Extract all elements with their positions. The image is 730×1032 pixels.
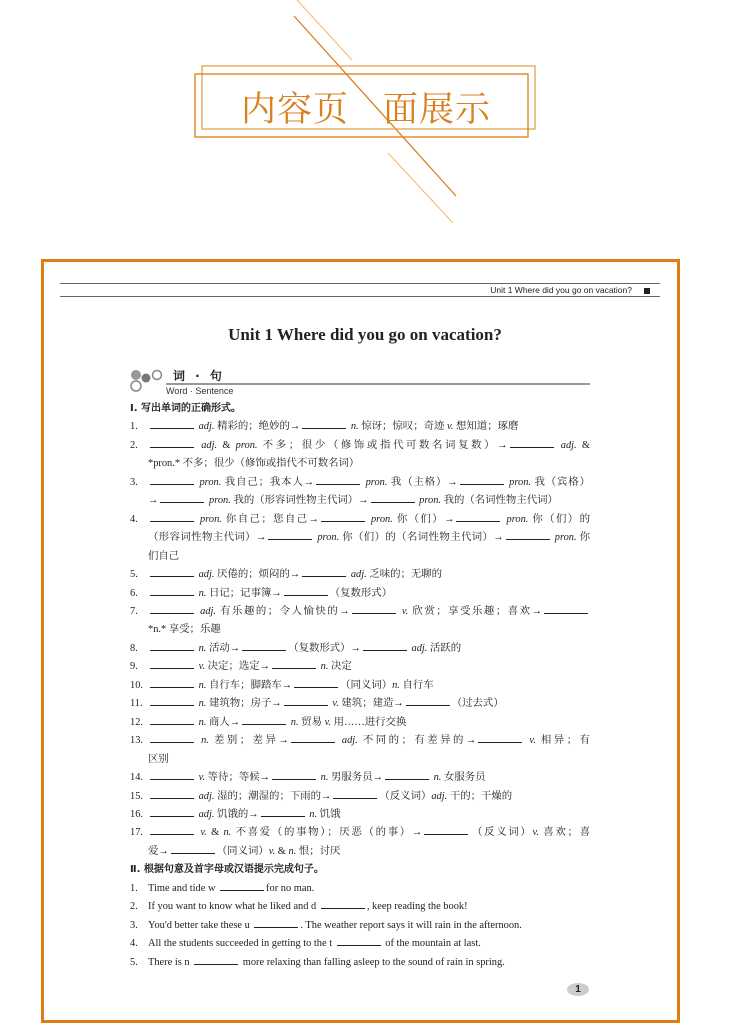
- item-number: 8.: [130, 642, 138, 654]
- part-of-speech: adj.: [431, 790, 448, 802]
- part1-list: [130, 418, 590, 861]
- part-of-speech: v.: [324, 716, 332, 728]
- exercise-item: [130, 585, 590, 603]
- item-text: If you want to know what he liked and d , keep reading the book!: [148, 898, 590, 916]
- answer-blank[interactable]: [150, 603, 194, 614]
- answer-blank[interactable]: [150, 806, 194, 817]
- answer-blank[interactable]: [268, 529, 312, 540]
- answer-blank[interactable]: [363, 640, 407, 651]
- item-text: v. 等待；等候→ n. 男服务员→ n. 女服务员: [148, 769, 590, 787]
- answer-blank[interactable]: [150, 640, 194, 651]
- exercise-item: [130, 603, 590, 640]
- part-of-speech: pron.: [554, 532, 577, 544]
- exercise-item: [130, 769, 590, 787]
- exercise-item: [130, 566, 590, 584]
- section-header: [130, 367, 590, 397]
- part-of-speech: pron.: [209, 495, 231, 507]
- part-of-speech: adj.: [200, 605, 217, 617]
- answer-blank[interactable]: [321, 511, 365, 522]
- item-text: There is n more relaxing than falling asleep to the sound of rain in spring.: [148, 954, 590, 972]
- part-of-speech: n.: [392, 679, 400, 691]
- part-of-speech: v.: [198, 772, 206, 784]
- part-of-speech: n.: [201, 735, 209, 747]
- item-number: 4.: [130, 938, 138, 950]
- section-title-en: Word · Sentence: [166, 386, 234, 396]
- answer-blank[interactable]: [406, 695, 450, 706]
- answer-blank[interactable]: [333, 788, 377, 799]
- running-head: [60, 283, 660, 297]
- answer-blank[interactable]: [150, 585, 194, 596]
- item-number: 9.: [130, 661, 138, 673]
- part-of-speech: n.: [198, 642, 207, 654]
- item-text: n. 建筑物；房子→ v. 建筑；建造→ （过去式）: [148, 695, 590, 713]
- running-head-text: Unit 1 Where did you go on vacation?: [490, 285, 632, 295]
- banner-title-right: 面展示: [383, 90, 492, 130]
- part-of-speech: adj.: [411, 642, 428, 654]
- answer-blank[interactable]: [284, 695, 328, 706]
- answer-blank[interactable]: [150, 695, 194, 706]
- part-of-speech: v.: [532, 827, 539, 839]
- answer-blank[interactable]: [456, 511, 500, 522]
- item-text: （形容词性物主代词）→ pron. 你（们）的（名词性物主代词）→ pron. 你: [148, 529, 590, 547]
- answer-blank[interactable]: [220, 880, 264, 891]
- exercise-item: [130, 732, 590, 769]
- answer-blank[interactable]: [150, 714, 194, 725]
- hexagon-dots-icon: [130, 369, 170, 395]
- answer-blank[interactable]: [150, 474, 194, 485]
- part-of-speech: v.: [446, 421, 454, 433]
- answer-blank[interactable]: [321, 898, 365, 909]
- part-of-speech: n.: [223, 827, 232, 839]
- banner-title-left: 内容页: [241, 90, 350, 130]
- answer-blank[interactable]: [261, 806, 305, 817]
- answer-blank[interactable]: [284, 585, 328, 596]
- part-of-speech: n.: [350, 421, 359, 433]
- part1-heading: Ⅰ. 写出单词的正确形式。: [130, 403, 242, 414]
- part-of-speech: n.: [198, 716, 207, 728]
- item-number: 15.: [130, 790, 143, 802]
- answer-blank[interactable]: [302, 566, 346, 577]
- item-number: 4.: [130, 513, 138, 525]
- answer-blank[interactable]: [544, 603, 588, 614]
- exercise-item: [130, 824, 590, 861]
- item-number: 1.: [130, 882, 138, 894]
- part-of-speech: v.: [200, 827, 207, 839]
- part-of-speech: n.: [320, 661, 329, 673]
- answer-blank[interactable]: [337, 935, 381, 946]
- part-of-speech: adj.: [198, 421, 215, 433]
- item-text: v. & n. 不喜爱（的事物）；厌恶（的事）→ （反义词）v. 喜欢；喜: [148, 824, 590, 842]
- part-of-speech: n.: [433, 772, 442, 784]
- part-of-speech: n.: [198, 698, 207, 710]
- answer-blank[interactable]: [160, 492, 204, 503]
- item-number: 2.: [130, 439, 138, 451]
- item-number: 5.: [130, 956, 138, 968]
- item-text: adj. 湿的；潮湿的；下雨的→ （反义词）adj. 干的；干燥的: [148, 788, 590, 806]
- item-text: 爱→ （同义词）v. & n. 恨；讨厌: [148, 843, 590, 861]
- item-text: pron. 我自己；我本人→ pron. 我（主格）→ pron. 我（宾格）: [148, 474, 590, 492]
- part-of-speech: pron.: [419, 495, 441, 507]
- exercise-item: [130, 714, 590, 732]
- answer-blank[interactable]: [242, 640, 286, 651]
- part2-heading: Ⅱ. 根据句意及首字母或汉语提示完成句子。: [130, 864, 324, 876]
- part-of-speech: pron.: [235, 439, 258, 451]
- item-number: 11.: [130, 698, 143, 710]
- exercise-item: [130, 418, 590, 436]
- part2-list: [130, 880, 590, 972]
- exercise-item: [130, 954, 590, 972]
- item-text: Time and tide w for no man.: [148, 880, 590, 898]
- item-text: n. 自行车；脚踏车→ （同义词）n. 自行车: [148, 677, 590, 695]
- answer-blank[interactable]: [150, 677, 194, 688]
- item-text: adj. & pron. 不多；很少（修饰或指代可数名词复数）→ adj. &: [148, 437, 590, 455]
- answer-blank[interactable]: [316, 474, 360, 485]
- part-of-speech: n.: [198, 679, 207, 691]
- item-number: 2.: [130, 901, 138, 913]
- exercise-item: [130, 640, 590, 658]
- part-of-speech: adj.: [560, 439, 577, 451]
- exercise-item: [130, 917, 590, 935]
- answer-blank[interactable]: [478, 732, 522, 743]
- part-of-speech: n.: [198, 587, 207, 599]
- item-number: 1.: [130, 421, 138, 433]
- square-bullet-icon: [644, 288, 650, 294]
- item-text: All the students succeeded in getting to the t of the mountain at last.: [148, 935, 590, 953]
- part-of-speech: v.: [401, 605, 409, 617]
- part-of-speech: pron.: [370, 513, 393, 525]
- page-number: 1: [567, 983, 589, 996]
- item-text: You'd better take these u . The weather report says it will rain in the afternoon.: [148, 917, 590, 935]
- part-of-speech: pron.: [509, 476, 531, 488]
- item-text: adj. 有乐趣的；令人愉快的→ v. 欣赏；享受乐趣；喜欢→: [148, 603, 590, 621]
- item-number: 13.: [130, 735, 143, 747]
- exercise-item: [130, 677, 590, 695]
- part-of-speech: pron.: [365, 476, 388, 488]
- item-number: 6.: [130, 587, 138, 599]
- item-text: pron. 你自己；您自己→ pron. 你（们）→ pron. 你（们）的: [148, 511, 590, 529]
- exercise-item: [130, 935, 590, 953]
- answer-blank[interactable]: [150, 824, 194, 835]
- part-of-speech: n.: [288, 845, 297, 857]
- item-text: 们自己: [148, 550, 180, 562]
- part-of-speech: pron.: [506, 513, 529, 525]
- item-number: 12.: [130, 716, 143, 728]
- part-of-speech: adj.: [198, 790, 215, 802]
- answer-blank[interactable]: [272, 769, 316, 780]
- item-number: 10.: [130, 679, 143, 691]
- exercise-item: [130, 788, 590, 806]
- answer-blank[interactable]: [150, 566, 194, 577]
- answer-blank[interactable]: [194, 954, 238, 965]
- answer-blank[interactable]: [150, 769, 194, 780]
- part-of-speech: pron.: [200, 513, 222, 525]
- part-of-speech: adj.: [350, 569, 367, 581]
- answer-blank[interactable]: [150, 732, 194, 743]
- answer-blank[interactable]: [506, 529, 550, 540]
- answer-blank[interactable]: [171, 843, 215, 854]
- item-number: 3.: [130, 476, 138, 488]
- part-of-speech: n.: [309, 808, 318, 820]
- item-text: n. 活动→ （复数形式）→ adj. 活跃的: [148, 640, 590, 658]
- exercise-item: [130, 898, 590, 916]
- answer-blank[interactable]: [150, 658, 194, 669]
- item-text: 区别: [148, 753, 169, 765]
- item-text: → pron. 我的（形容词性物主代词）→ pron. 我的（名词性物主代词）: [148, 492, 590, 510]
- answer-blank[interactable]: [302, 418, 346, 429]
- part-of-speech: pron.: [199, 476, 222, 488]
- section-title-cn: 词 · 句: [173, 369, 225, 383]
- part-of-speech: adj.: [201, 439, 218, 451]
- exercise-item: [130, 658, 590, 676]
- answer-blank[interactable]: [150, 437, 194, 448]
- part-of-speech: v.: [268, 845, 276, 857]
- exercise-item: [130, 880, 590, 898]
- part-of-speech: v.: [332, 698, 339, 710]
- answer-blank[interactable]: [385, 769, 429, 780]
- answer-blank[interactable]: [460, 474, 504, 485]
- answer-blank[interactable]: [291, 732, 335, 743]
- item-text: n. 日记；记事簿→ （复数形式）: [148, 585, 590, 603]
- item-number: 16.: [130, 808, 143, 820]
- answer-blank[interactable]: [150, 788, 194, 799]
- item-text: adj. 精彩的；绝妙的→ n. 惊讶；惊叹；奇迹 v. 想知道；琢磨: [148, 418, 590, 436]
- exercise-item: [130, 474, 590, 511]
- banner-title: [241, 82, 491, 132]
- item-number: 17.: [130, 827, 143, 839]
- part-of-speech: adj.: [198, 808, 215, 820]
- unit-title: Unit 1 Where did you go on vacation?: [228, 325, 502, 344]
- exercise-item: [130, 695, 590, 713]
- item-number: 5.: [130, 569, 138, 581]
- part-of-speech: pron.: [317, 532, 340, 544]
- answer-blank[interactable]: [371, 492, 415, 503]
- answer-blank[interactable]: [242, 714, 286, 725]
- item-number: 14.: [130, 772, 143, 784]
- exercise-item: [130, 511, 590, 566]
- answer-blank[interactable]: [272, 658, 316, 669]
- exercise-body: [130, 400, 590, 972]
- exercise-item: [130, 437, 590, 474]
- answer-blank[interactable]: [254, 917, 298, 928]
- item-number: 7.: [130, 605, 138, 617]
- item-text: adj. 饥饿的→ n. 饥饿: [148, 806, 590, 824]
- answer-blank[interactable]: [294, 677, 338, 688]
- part-of-speech: v.: [198, 661, 206, 673]
- exercise-item: [130, 806, 590, 824]
- item-text: n. 商人→ n. 贸易 v. 用……进行交换: [148, 714, 590, 732]
- part-of-speech: v.: [529, 735, 536, 747]
- part-of-speech: n.: [290, 716, 299, 728]
- part-of-speech: adj.: [198, 569, 215, 581]
- answer-blank[interactable]: [150, 511, 194, 522]
- answer-blank[interactable]: [424, 824, 468, 835]
- item-text: n. 差别；差异→ adj. 不同的；有差异的→ v. 相异；有: [148, 732, 590, 750]
- answer-blank[interactable]: [352, 603, 396, 614]
- answer-blank[interactable]: [150, 418, 194, 429]
- answer-blank[interactable]: [510, 437, 554, 448]
- item-text: *n.* 享受；乐趣: [148, 624, 221, 636]
- item-text: *pron.* 不多；很少（修饰或指代不可数名词）: [148, 458, 360, 470]
- part-of-speech: adj.: [341, 735, 358, 747]
- item-text: adj. 厌倦的；烦闷的→ adj. 乏味的；无聊的: [148, 566, 590, 584]
- part-of-speech: n.: [320, 772, 329, 784]
- item-text: v. 决定；选定→ n. 决定: [148, 658, 590, 676]
- section-rule: [166, 383, 590, 385]
- item-number: 3.: [130, 919, 138, 931]
